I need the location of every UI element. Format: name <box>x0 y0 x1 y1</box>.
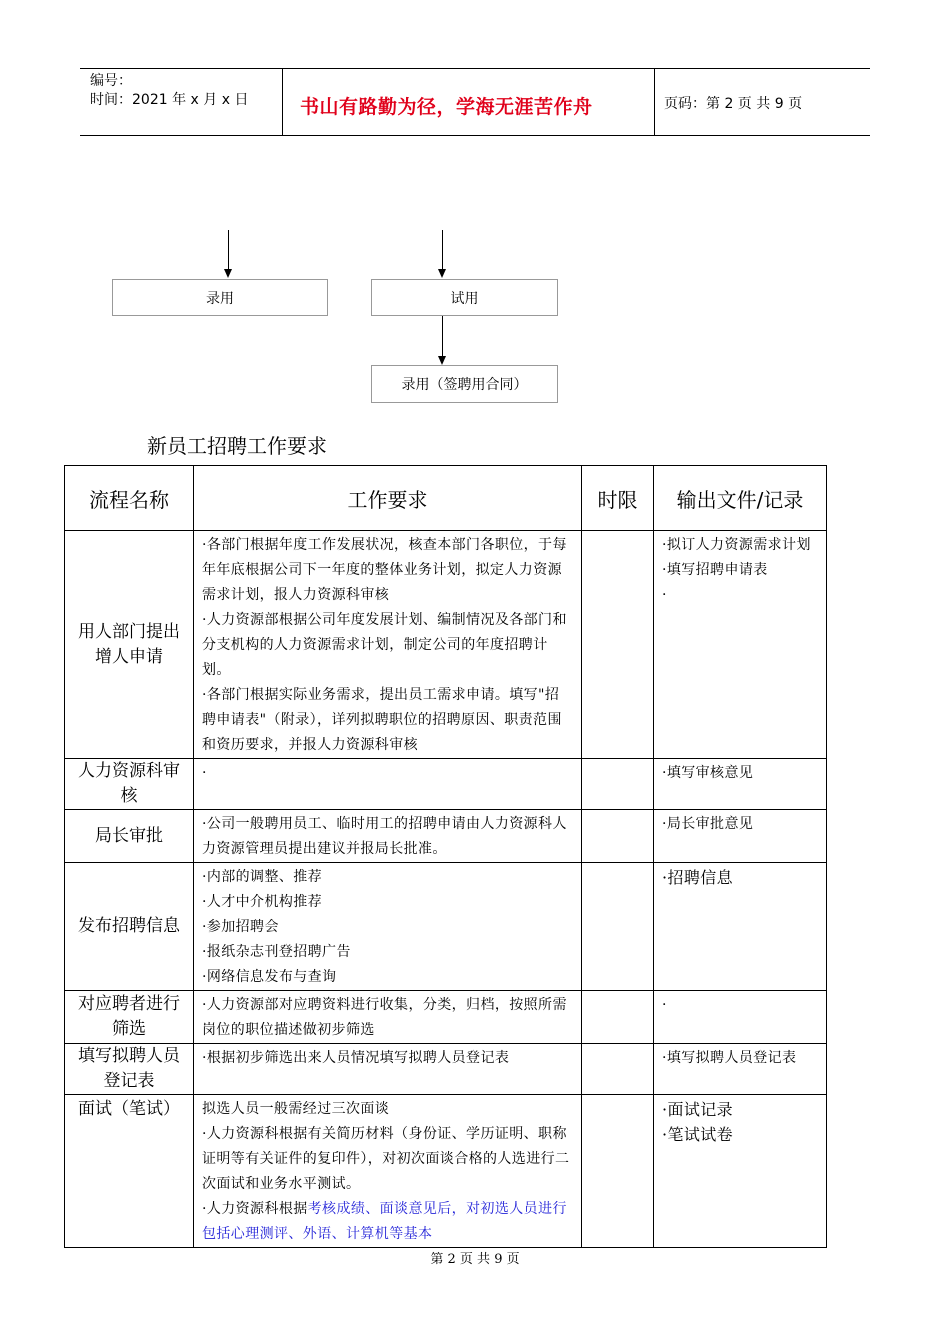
flow-arrow-hire <box>224 269 232 278</box>
output-item: ·拟订人力资源需求计划 <box>662 537 811 553</box>
table-row <box>65 863 827 991</box>
output-item: ·填写招聘申请表 <box>662 562 768 578</box>
flow-box-trial <box>371 279 558 316</box>
header-motto: 书山有路勤为径，学海无涯苦作舟 <box>300 96 593 118</box>
flow-line-contract <box>442 316 443 356</box>
section-title: 新员工招聘工作要求 <box>147 434 327 458</box>
outputs-cell <box>654 1044 827 1095</box>
table-header-row <box>65 466 827 531</box>
requirements-table <box>64 465 827 1248</box>
process-name: 对应聘者进行筛选 <box>65 991 194 1044</box>
flow-arrow-trial <box>438 269 446 278</box>
requirements-cell <box>194 991 582 1044</box>
requirement-text: ·人力资源科根据 <box>202 1201 308 1217</box>
process-name: 填写拟聘人员登记表 <box>65 1044 194 1095</box>
flow-box-contract <box>371 365 558 403</box>
output-item: ·招聘信息 <box>662 868 734 887</box>
process-name: 面试（笔试） <box>65 1095 194 1248</box>
col-header-outputs: 输出文件/记录 <box>654 466 827 531</box>
time-limit-cell <box>582 531 654 759</box>
requirements-cell <box>194 1095 582 1248</box>
requirement-highlight-text: 考核成绩、面谈意见后，对初选人员进行包括心理测评、外语、计算机等基本 <box>202 1201 567 1242</box>
requirements-cell <box>194 531 582 759</box>
requirements-cell <box>194 810 582 863</box>
col-header-process: 流程名称 <box>65 466 194 531</box>
table-row <box>65 759 827 810</box>
requirement-item: ·各部门根据实际业务需求，提出员工需求申请。填写"招聘申请表"（附录），详列拟聘职位的招聘原因、职责范围和资历要求，并报人力资源科审核 <box>202 687 562 753</box>
flow-box-contract-label: 录用（签聘用合同） <box>401 377 528 393</box>
time-limit-cell <box>582 1044 654 1095</box>
outputs-cell <box>654 531 827 759</box>
output-item: ·填写拟聘人员登记表 <box>662 1050 797 1066</box>
requirement-item <box>202 1197 573 1247</box>
flow-box-hire <box>112 279 328 316</box>
header-page-label: 页码：第 2 页 共 9 页 <box>664 96 803 112</box>
process-name: 人力资源科审核 <box>65 759 194 810</box>
flow-box-trial-label: 试用 <box>450 290 479 307</box>
requirement-item: ·根据初步筛选出来人员情况填写拟聘人员登记表 <box>202 1050 510 1066</box>
output-item: ·局长审批意见 <box>662 816 754 832</box>
flow-box-hire-label: 录用 <box>206 290 234 307</box>
requirement-item: ·公司一般聘用员工、临时用工的招聘申请由人力资源科人力资源管理员提出建议并报局长批准。 <box>202 816 567 857</box>
requirement-item: ·人力资源部根据公司年度发展计划、编制情况及各部门和分支机构的人力资源需求计划，制定公司的年度招聘计划。 <box>202 612 567 678</box>
flow-line-trial <box>442 230 443 270</box>
header-divider-left <box>282 68 283 136</box>
requirements-cell <box>194 1044 582 1095</box>
time-limit-cell <box>582 991 654 1044</box>
requirement-item: ·人力资源部对应聘资料进行收集，分类，归档，按照所需岗位的职位描述做初步筛选 <box>202 997 567 1038</box>
requirements-cell <box>194 759 582 810</box>
requirement-item: 拟选人员一般需经过三次面谈 <box>202 1101 390 1117</box>
doc-number-label: 编号： <box>90 73 132 89</box>
process-name: 局长审批 <box>65 810 194 863</box>
header-divider-right <box>654 68 655 136</box>
requirement-item: ·人力资源科根据有关简历材料（身份证、学历证明、职称证明等有关证件的复印件），对初次面谈合格的人选进行二次面试和业务水平测试。 <box>202 1126 570 1192</box>
requirements-cell <box>194 863 582 991</box>
outputs-cell <box>654 810 827 863</box>
time-limit-cell <box>582 1095 654 1248</box>
table-row <box>65 1044 827 1095</box>
outputs-cell <box>654 991 827 1044</box>
time-limit-cell <box>582 759 654 810</box>
col-header-time-limit: 时限 <box>582 466 654 531</box>
header-top-rule <box>80 68 870 69</box>
table-row <box>65 810 827 863</box>
table-row <box>65 991 827 1044</box>
header-bottom-rule <box>80 135 870 136</box>
col-header-requirements: 工作要求 <box>194 466 582 531</box>
process-name: 发布招聘信息 <box>65 863 194 991</box>
output-item: ·笔试试卷 <box>662 1125 734 1144</box>
time-limit-cell <box>582 810 654 863</box>
time-limit-cell <box>582 863 654 991</box>
requirement-item: ·参加招聘会 <box>202 919 279 935</box>
flow-line-hire <box>228 230 229 270</box>
output-item: ·填写审核意见 <box>662 765 754 781</box>
requirement-item: ·人才中介机构推荐 <box>202 894 323 910</box>
requirement-item: · <box>202 765 207 781</box>
outputs-cell <box>654 863 827 991</box>
process-name: 用人部门提出增人申请 <box>65 531 194 759</box>
doc-time-label: 时间：2021 年 x 月 x 日 <box>90 92 249 108</box>
requirement-item: ·网络信息发布与查询 <box>202 969 337 985</box>
table-row <box>65 531 827 759</box>
flow-arrow-contract <box>438 356 446 365</box>
requirement-item: ·各部门根据年度工作发展状况，核查本部门各职位，于每年年底根据公司下一年度的整体业务计划，拟定人力资源需求计划，报人力资源科审核 <box>202 537 567 603</box>
outputs-cell <box>654 1095 827 1248</box>
page-footer: 第 2 页 共 9 页 <box>430 1252 520 1267</box>
requirement-item: ·内部的调整、推荐 <box>202 869 323 885</box>
requirement-item: ·报纸杂志刊登招聘广告 <box>202 944 351 960</box>
output-item: · <box>662 587 667 603</box>
table-row <box>65 1095 827 1248</box>
output-item: ·面试记录 <box>662 1100 734 1119</box>
outputs-cell <box>654 759 827 810</box>
output-item: · <box>662 997 667 1013</box>
